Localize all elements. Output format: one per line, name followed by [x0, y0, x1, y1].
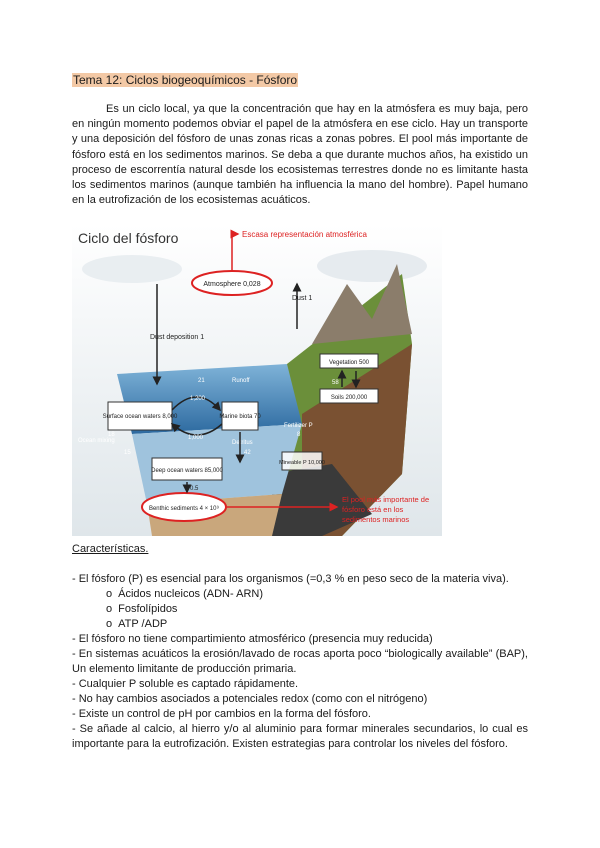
- figure-title: Ciclo del fósforo: [78, 230, 179, 246]
- list-subitem-text: Ácidos nucleicos (ADN- ARN): [118, 588, 263, 600]
- sub-bullet: o: [106, 588, 113, 600]
- cloud: [82, 255, 182, 283]
- list-subitem: [72, 587, 528, 602]
- list-subitem-text: ATP /ADP: [118, 618, 168, 630]
- list-item: - Cualquier P soluble es captado rápidamente.: [72, 678, 299, 690]
- callout-top-text: Escasa representación atmosférica: [242, 230, 367, 239]
- page-title: Tema 12: Ciclos biogeoquímicos - Fósforo: [73, 73, 298, 87]
- intro-text: Es un ciclo local, ya que la concentración que hay en la atmósfera es muy baja, pero en ningún momento podemos obviar el papel de la atmósfera en ese ciclo. Hay un transporte y una deposición del fósforo de unas zonas ricas a zonas pobres. El pool más importante de fósforo está en los sedimentos marinos. Se deba a que durante muchos años, ha existido un proceso de escorrentía natural desde los ecosistemas terrestres donde no es limitante hasta los sedimentos marinos (aunque también ha influencia la mano del hombre). Papel humano en la eutrofización de los ecosistemas acuáticos.: [72, 103, 528, 207]
- phosphorus-cycle-figure: [72, 224, 442, 536]
- list-subitem: [72, 602, 528, 617]
- list-item: - Se añade al calcio, al hierro y/o al aluminio para formar minerales secundarios, lo cual es importante para la eutrofización. Existen estrategias para controlar los niveles del fósforo.: [72, 723, 528, 750]
- callout-bottom-text-line: sedimentos marinos: [342, 515, 410, 524]
- callout-bottom-text-line: fósforo está en los: [342, 505, 404, 514]
- runoff-label: Runoff: [232, 378, 250, 384]
- list-item: - El fósforo (P) es esencial para los organismos (=0,3 % en peso seco de la materia viva).: [72, 573, 509, 585]
- vegetation-label: Vegetation 500: [328, 360, 370, 366]
- cloud: [317, 250, 427, 282]
- flow-42: 42: [244, 450, 251, 456]
- surface-waters-label: Surface ocean waters 8,000: [102, 414, 178, 420]
- sub-bullet: o: [106, 603, 113, 615]
- list-item: - Existe un control de pH por cambios en la forma del fósforo.: [72, 708, 371, 720]
- mineable-label: Mineable P 10,000: [279, 460, 325, 466]
- callout-bottom-text-line: El pool más importante de: [342, 495, 430, 504]
- flow-58: 58: [332, 380, 339, 386]
- soils-label: Soils 200,000: [330, 395, 368, 401]
- sediments-label: Benthic sediments 4 × 10⁹: [148, 506, 220, 512]
- intro-paragraph: [72, 102, 528, 208]
- fertilizer-label: Fertilizer P: [284, 423, 313, 429]
- list-subitem: [72, 617, 528, 632]
- list-item: - El fósforo no tiene compartimiento atmosférico (presencia muy reducida): [72, 633, 433, 645]
- characteristics-list: [72, 572, 528, 752]
- flow-0p5: 0.5: [190, 486, 199, 492]
- list-item: - No hay cambios asociados a potenciales redox (como con el nitrógeno): [72, 693, 428, 705]
- flow-18: 18: [108, 432, 115, 438]
- dust-up-label: Dust 1: [292, 295, 313, 302]
- atmosphere-label: Atmosphere 0,028: [203, 281, 261, 288]
- list-item: - En sistemas acuáticos la erosión/lavado de rocas aporta poco “biologically available” (BAP), Un elemento limitante de producción primaria.: [72, 648, 528, 675]
- flow-15: 15: [124, 450, 131, 456]
- detritus-label: Detritus: [232, 440, 253, 446]
- flow-1000: 1,000: [188, 435, 204, 441]
- sub-bullet: o: [106, 618, 113, 630]
- ocean-mixing-label: Ocean mixing: [78, 438, 115, 444]
- deep-waters-label: Deep ocean waters 85,000: [151, 468, 223, 474]
- flow-1200: 1,200: [190, 396, 206, 402]
- flow-21: 21: [198, 378, 205, 384]
- characteristics-heading: Características.: [72, 543, 149, 555]
- dust-deposition-label: Dust deposition 1: [150, 334, 205, 341]
- flow-8: 8: [297, 432, 301, 438]
- list-subitem-text: Fosfolípidos: [118, 603, 178, 615]
- marine-biota-label: Marine biota 70: [219, 414, 261, 420]
